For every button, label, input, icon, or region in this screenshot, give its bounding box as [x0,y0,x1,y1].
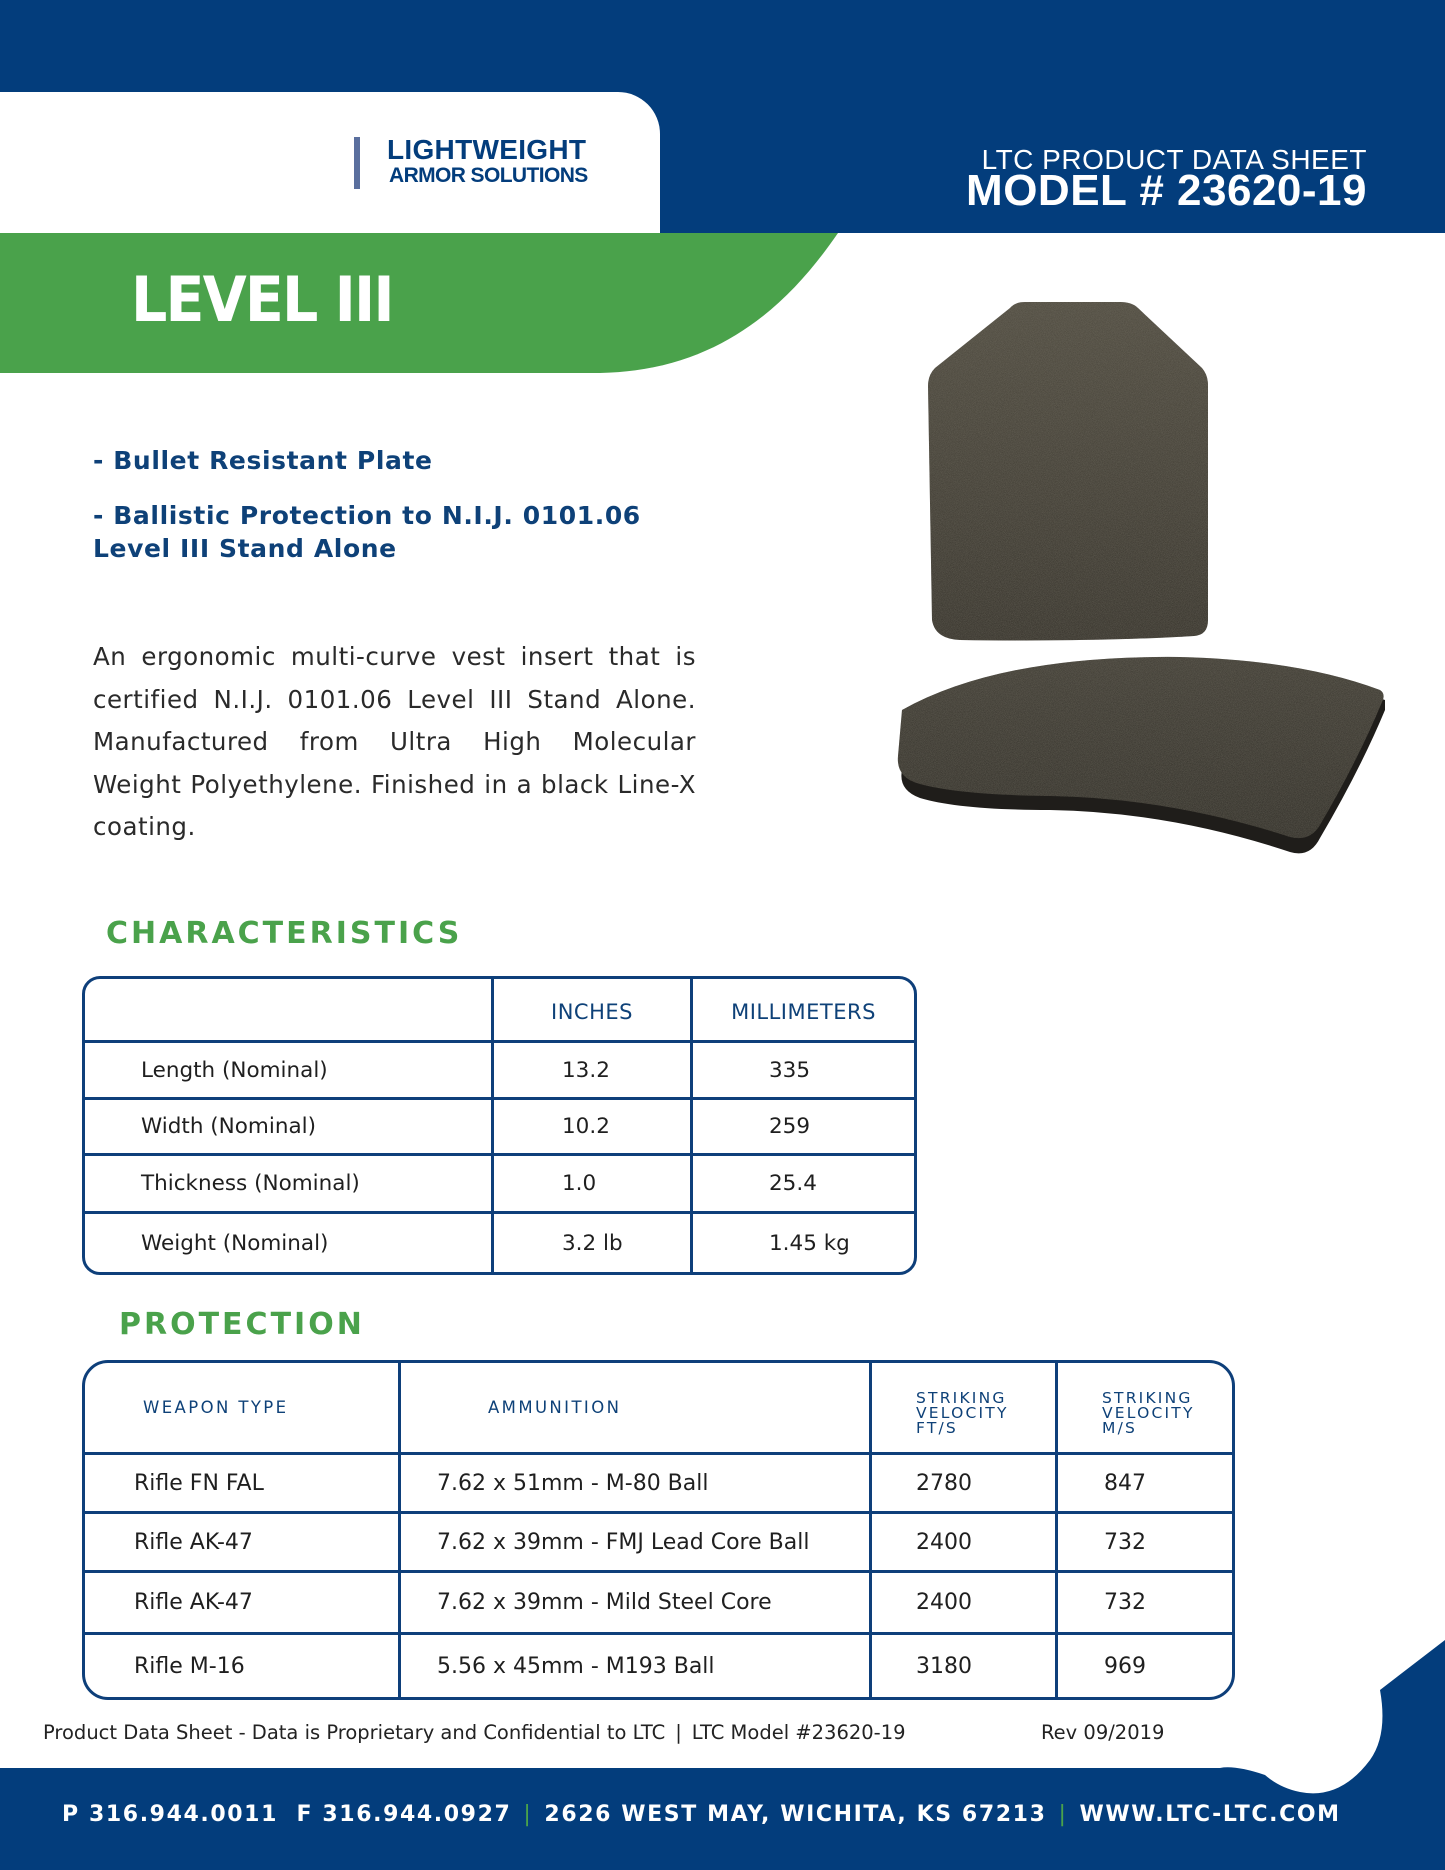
footnote-separator: | [675,1721,682,1744]
table-header-empty [85,979,494,1043]
table-header-ammunition: AMMUNITION [401,1363,872,1455]
row-velocity-ms: 847 [1058,1455,1232,1514]
header-line: STRIKING [916,1389,1007,1407]
row-ammunition: 7.62 x 39mm - FMJ Lead Core Ball [401,1514,872,1573]
protection-level-title: LEVEL III [131,263,393,336]
table-header-weapon-type: WEAPON TYPE [85,1363,401,1455]
fax-number: F 316.944.0927 [296,1802,512,1827]
footer-contact [62,1802,1341,1827]
row-velocity-fts: 2400 [872,1514,1058,1573]
feature-bullet: - Ballistic Protection to N.I.J. 0101.06 Level III Stand Alone [93,501,641,563]
logo-text-lightweight: LIGHTWEIGHT [387,134,587,165]
table-header-velocity-fts [872,1363,1058,1455]
footnote [43,1721,1165,1744]
row-weapon: Rifle AK-47 [85,1573,401,1635]
row-inches: 10.2 [494,1100,693,1156]
row-weapon: Rifle AK-47 [85,1514,401,1573]
row-inches: 1.0 [494,1156,693,1214]
footer-divider: | [1058,1802,1068,1827]
row-velocity-ms: 969 [1104,1653,1146,1679]
feature-bullet: - Bullet Resistant Plate [93,446,433,475]
row-mm: 1.45 kg [769,1230,850,1256]
phone-number[interactable]: P 316.944.0011 [62,1802,278,1827]
row-velocity-ms: 732 [1058,1514,1232,1573]
revision-date: Rev 09/2019 [1041,1721,1165,1744]
row-velocity-fts: 2780 [872,1455,1058,1514]
row-ammunition: 7.62 x 39mm - Mild Steel Core [401,1573,872,1635]
table-header-inches: INCHES [494,979,693,1043]
address: 2626 WEST MAY, WICHITA, KS 67213 [544,1802,1047,1827]
header-line: FT/S [916,1419,958,1437]
row-weapon: Rifle FN FAL [85,1455,401,1514]
logo-divider-bar [354,137,360,189]
row-ammunition: 5.56 x 45mm - M193 Ball [401,1635,872,1697]
row-inches: 13.2 [494,1043,693,1100]
model-number: MODEL # 23620-19 [966,166,1367,215]
row-inches: 3.2 lb [494,1214,693,1272]
row-velocity-fts: 2400 [872,1573,1058,1635]
header-line: M/S [1102,1419,1138,1437]
table-header-millimeters: MILLIMETERS [693,979,914,1043]
armor-plate-image [880,290,1400,920]
row-mm: 335 [693,1043,914,1100]
characteristics-table [82,976,917,1275]
protection-heading: PROTECTION [119,1307,365,1342]
row-mm: 25.4 [693,1156,914,1214]
sheet-title: LTC PRODUCT DATA SHEET [981,144,1367,175]
row-weapon: Rifle M-16 [85,1635,401,1697]
header-line: VELOCITY [916,1404,1009,1422]
row-velocity-ms: 732 [1058,1573,1232,1635]
product-description: An ergonomic multi-curve vest insert that is certified N.I.J. 0101.06 Level III Stand Alone. Manufactured from Ultra High Molecular Weight Polyethylene. Finished in a black Line-X coating. [93,642,696,841]
row-mm: 259 [693,1100,914,1156]
feature-bullets [93,444,733,587]
row-velocity-fts: 3180 [872,1635,1058,1697]
table-header-velocity-ms [1058,1363,1232,1455]
row-label: Weight (Nominal) [85,1214,494,1272]
footer-divider: | [523,1802,533,1827]
website-link[interactable]: WWW.LTC-LTC.COM [1079,1802,1341,1827]
row-label: Width (Nominal) [85,1100,494,1156]
confidential-notice: Product Data Sheet - Data is Proprietary and Confidential to LTC [43,1721,666,1744]
logo-text-armor-solutions: ARMOR SOLUTIONS [389,164,588,187]
row-label: Thickness (Nominal) [85,1156,494,1214]
characteristics-heading: CHARACTERISTICS [106,916,463,951]
header-line: VELOCITY [1102,1404,1195,1422]
header-line: STRIKING [1102,1389,1193,1407]
footnote-model: LTC Model #23620-19 [691,1721,906,1744]
row-label: Length (Nominal) [85,1043,494,1100]
row-ammunition: 7.62 x 51mm - M-80 Ball [401,1455,872,1514]
